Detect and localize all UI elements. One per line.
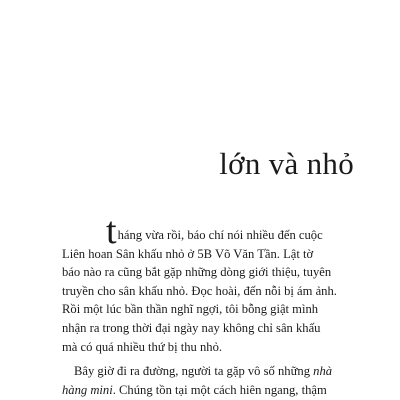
text-run: . Chúng tồn tại một cách hiên ngang, thậm bbox=[112, 382, 327, 397]
body-text bbox=[62, 210, 352, 400]
drop-cap: t bbox=[106, 210, 117, 252]
text-line: truyền cho sân khấu nhỏ. Đọc hoài, đến nỗi bị ám ảnh. bbox=[62, 283, 337, 298]
text-line: nhận ra trong thời đại ngày nay không chỉ sân khấu bbox=[62, 320, 321, 335]
chapter-title: lớn và nhỏ bbox=[219, 146, 354, 181]
text-line: báo nào ra cũng bắt gặp những dòng giới thiệu, tuyên bbox=[62, 265, 332, 280]
text-line: Liên hoan Sân khấu nhỏ ở 5B Võ Văn Tần. Lật tờ bbox=[62, 246, 314, 261]
paragraph-2 bbox=[62, 362, 352, 399]
paragraph-1 bbox=[62, 210, 352, 356]
text-run: Bây giờ đi ra đường, người ta gặp vô số những bbox=[74, 364, 314, 379]
text-line: Rồi một lúc bần thần nghĩ ngợi, tôi bỗng giật mình bbox=[62, 302, 319, 317]
text-line: mà có quá nhiều thứ bị thu nhỏ. bbox=[62, 339, 223, 354]
text-line bbox=[62, 362, 352, 381]
text-line bbox=[62, 381, 352, 400]
text-line: háng vừa rồi, báo chí nói nhiều đến cuộc bbox=[117, 228, 323, 242]
italic-text: hàng mini bbox=[62, 382, 113, 397]
italic-text: nhà bbox=[313, 364, 333, 379]
